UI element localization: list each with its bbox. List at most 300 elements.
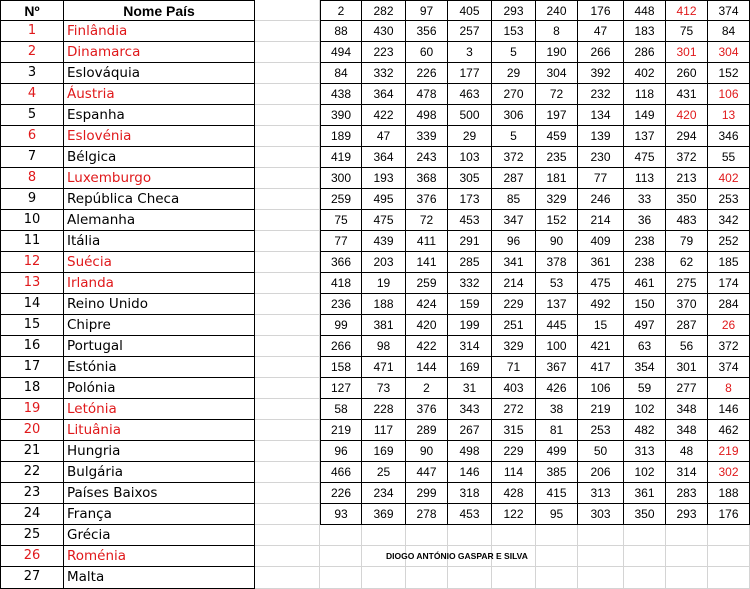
- grid-cell[interactable]: 372: [708, 336, 750, 357]
- grid-cell[interactable]: 251: [492, 315, 536, 336]
- grid-cell[interactable]: 146: [448, 462, 492, 483]
- empty-cell[interactable]: [578, 546, 624, 567]
- grid-cell[interactable]: 304: [536, 63, 578, 84]
- grid-cell[interactable]: 169: [448, 357, 492, 378]
- country-name[interactable]: Alemanha: [64, 210, 255, 231]
- empty-cell[interactable]: [362, 525, 406, 546]
- grid-cell[interactable]: 260: [666, 63, 708, 84]
- grid-cell[interactable]: 492: [578, 294, 624, 315]
- grid-cell[interactable]: 84: [708, 21, 750, 42]
- grid-cell[interactable]: 483: [666, 210, 708, 231]
- grid-cell[interactable]: 372: [666, 147, 708, 168]
- grid-cell[interactable]: 229: [492, 441, 536, 462]
- grid-cell[interactable]: 342: [708, 210, 750, 231]
- grid-cell[interactable]: 275: [666, 273, 708, 294]
- grid-cell[interactable]: 15: [578, 315, 624, 336]
- grid-cell[interactable]: 385: [536, 462, 578, 483]
- empty-cell[interactable]: [255, 525, 320, 546]
- grid-cell[interactable]: 98: [362, 336, 406, 357]
- empty-cell[interactable]: [255, 21, 320, 42]
- country-index[interactable]: 11: [0, 231, 64, 252]
- grid-cell[interactable]: 475: [578, 273, 624, 294]
- grid-cell[interactable]: 29: [492, 63, 536, 84]
- grid-cell[interactable]: 419: [320, 147, 362, 168]
- grid-cell[interactable]: 420: [406, 315, 448, 336]
- grid-cell[interactable]: 354: [624, 357, 666, 378]
- grid-cell[interactable]: 402: [624, 63, 666, 84]
- country-name[interactable]: Bulgária: [64, 462, 255, 483]
- grid-cell[interactable]: 48: [666, 441, 708, 462]
- country-index[interactable]: 14: [0, 294, 64, 315]
- grid-cell[interactable]: 478: [406, 84, 448, 105]
- empty-cell[interactable]: [255, 63, 320, 84]
- country-name[interactable]: Suécia: [64, 252, 255, 273]
- empty-cell[interactable]: [708, 525, 750, 546]
- empty-cell[interactable]: [255, 420, 320, 441]
- country-name[interactable]: Países Baixos: [64, 483, 255, 504]
- grid-cell[interactable]: 213: [666, 168, 708, 189]
- grid-cell[interactable]: 372: [492, 147, 536, 168]
- grid-cell[interactable]: 226: [320, 483, 362, 504]
- grid-cell[interactable]: 141: [406, 252, 448, 273]
- empty-cell[interactable]: [578, 525, 624, 546]
- grid-cell[interactable]: 106: [708, 84, 750, 105]
- country-name[interactable]: Malta: [64, 567, 255, 589]
- country-name[interactable]: Polónia: [64, 378, 255, 399]
- empty-cell[interactable]: [624, 525, 666, 546]
- grid-cell[interactable]: 366: [320, 252, 362, 273]
- empty-cell[interactable]: [492, 567, 536, 589]
- empty-cell[interactable]: [320, 525, 362, 546]
- empty-cell[interactable]: [255, 462, 320, 483]
- grid-cell[interactable]: 289: [406, 420, 448, 441]
- empty-cell[interactable]: [255, 168, 320, 189]
- grid-cell[interactable]: 122: [492, 504, 536, 525]
- grid-cell[interactable]: 439: [362, 231, 406, 252]
- country-index[interactable]: 7: [0, 147, 64, 168]
- country-index[interactable]: 17: [0, 357, 64, 378]
- grid-cell[interactable]: 88: [320, 21, 362, 42]
- country-name[interactable]: Roménia: [64, 546, 255, 567]
- grid-cell[interactable]: 53: [536, 273, 578, 294]
- empty-cell[interactable]: [255, 252, 320, 273]
- empty-cell[interactable]: [255, 147, 320, 168]
- grid-cell[interactable]: 90: [536, 231, 578, 252]
- grid-cell[interactable]: 405: [448, 0, 492, 21]
- empty-cell[interactable]: [255, 336, 320, 357]
- grid-cell[interactable]: 403: [492, 378, 536, 399]
- country-index[interactable]: 2: [0, 42, 64, 63]
- empty-cell[interactable]: [320, 546, 362, 567]
- country-name[interactable]: Itália: [64, 231, 255, 252]
- grid-cell[interactable]: 422: [362, 105, 406, 126]
- country-name[interactable]: França: [64, 504, 255, 525]
- grid-cell[interactable]: 152: [536, 210, 578, 231]
- grid-cell[interactable]: 102: [624, 462, 666, 483]
- empty-cell[interactable]: [255, 126, 320, 147]
- grid-cell[interactable]: 47: [578, 21, 624, 42]
- country-index[interactable]: 4: [0, 84, 64, 105]
- header-index[interactable]: Nº: [0, 0, 64, 21]
- country-name[interactable]: Bélgica: [64, 147, 255, 168]
- empty-cell[interactable]: [536, 567, 578, 589]
- country-index[interactable]: 24: [0, 504, 64, 525]
- empty-cell[interactable]: [255, 483, 320, 504]
- grid-cell[interactable]: 291: [448, 231, 492, 252]
- grid-cell[interactable]: 283: [666, 483, 708, 504]
- grid-cell[interactable]: 277: [666, 378, 708, 399]
- grid-cell[interactable]: 426: [536, 378, 578, 399]
- grid-cell[interactable]: 266: [578, 42, 624, 63]
- grid-cell[interactable]: 287: [492, 168, 536, 189]
- grid-cell[interactable]: 190: [536, 42, 578, 63]
- grid-cell[interactable]: 63: [624, 336, 666, 357]
- grid-cell[interactable]: 33: [624, 189, 666, 210]
- grid-cell[interactable]: 448: [624, 0, 666, 21]
- empty-cell[interactable]: [536, 525, 578, 546]
- grid-cell[interactable]: 272: [492, 399, 536, 420]
- empty-cell[interactable]: [255, 84, 320, 105]
- country-name[interactable]: Finlândia: [64, 21, 255, 42]
- grid-cell[interactable]: 286: [624, 42, 666, 63]
- grid-cell[interactable]: 350: [666, 189, 708, 210]
- country-index[interactable]: 18: [0, 378, 64, 399]
- empty-cell[interactable]: [448, 525, 492, 546]
- grid-cell[interactable]: 38: [536, 399, 578, 420]
- grid-cell[interactable]: 5: [492, 126, 536, 147]
- grid-cell[interactable]: 267: [448, 420, 492, 441]
- grid-cell[interactable]: 447: [406, 462, 448, 483]
- empty-cell[interactable]: [255, 231, 320, 252]
- grid-cell[interactable]: 73: [362, 378, 406, 399]
- grid-cell[interactable]: 356: [406, 21, 448, 42]
- country-index[interactable]: 21: [0, 441, 64, 462]
- grid-cell[interactable]: 302: [708, 462, 750, 483]
- grid-cell[interactable]: 332: [362, 63, 406, 84]
- grid-cell[interactable]: 226: [406, 63, 448, 84]
- grid-cell[interactable]: 475: [362, 210, 406, 231]
- country-name[interactable]: República Checa: [64, 189, 255, 210]
- empty-cell[interactable]: [406, 525, 448, 546]
- grid-cell[interactable]: 332: [448, 273, 492, 294]
- grid-cell[interactable]: 36: [624, 210, 666, 231]
- empty-cell[interactable]: [708, 546, 750, 567]
- country-index[interactable]: 5: [0, 105, 64, 126]
- grid-cell[interactable]: 62: [666, 252, 708, 273]
- empty-cell[interactable]: [255, 210, 320, 231]
- country-index[interactable]: 22: [0, 462, 64, 483]
- grid-cell[interactable]: 438: [320, 84, 362, 105]
- country-index[interactable]: 26: [0, 546, 64, 567]
- grid-cell[interactable]: 96: [320, 441, 362, 462]
- country-name[interactable]: Irlanda: [64, 273, 255, 294]
- country-name[interactable]: Estónia: [64, 357, 255, 378]
- grid-cell[interactable]: 498: [448, 441, 492, 462]
- grid-cell[interactable]: 153: [492, 21, 536, 42]
- empty-cell[interactable]: [255, 105, 320, 126]
- grid-cell[interactable]: 229: [492, 294, 536, 315]
- grid-cell[interactable]: 113: [624, 168, 666, 189]
- empty-cell[interactable]: [362, 567, 406, 589]
- empty-cell[interactable]: [255, 399, 320, 420]
- grid-cell[interactable]: 137: [536, 294, 578, 315]
- empty-cell[interactable]: [255, 567, 320, 589]
- grid-cell[interactable]: 411: [406, 231, 448, 252]
- country-index[interactable]: 27: [0, 567, 64, 589]
- grid-cell[interactable]: 3: [448, 42, 492, 63]
- grid-cell[interactable]: 159: [448, 294, 492, 315]
- empty-cell[interactable]: [255, 357, 320, 378]
- grid-cell[interactable]: 381: [362, 315, 406, 336]
- grid-cell[interactable]: 177: [448, 63, 492, 84]
- grid-cell[interactable]: 106: [578, 378, 624, 399]
- grid-cell[interactable]: 482: [624, 420, 666, 441]
- grid-cell[interactable]: 428: [492, 483, 536, 504]
- country-index[interactable]: 6: [0, 126, 64, 147]
- grid-cell[interactable]: 453: [448, 504, 492, 525]
- grid-cell[interactable]: 214: [492, 273, 536, 294]
- empty-cell[interactable]: [708, 567, 750, 589]
- country-name[interactable]: Eslovénia: [64, 126, 255, 147]
- grid-cell[interactable]: 29: [448, 126, 492, 147]
- grid-cell[interactable]: 318: [448, 483, 492, 504]
- grid-cell[interactable]: 415: [536, 483, 578, 504]
- grid-cell[interactable]: 418: [320, 273, 362, 294]
- country-index[interactable]: 16: [0, 336, 64, 357]
- grid-cell[interactable]: 475: [624, 147, 666, 168]
- grid-cell[interactable]: 169: [362, 441, 406, 462]
- grid-cell[interactable]: 219: [320, 420, 362, 441]
- grid-cell[interactable]: 259: [320, 189, 362, 210]
- country-name[interactable]: Luxemburgo: [64, 168, 255, 189]
- grid-cell[interactable]: 329: [492, 336, 536, 357]
- grid-cell[interactable]: 445: [536, 315, 578, 336]
- grid-cell[interactable]: 228: [362, 399, 406, 420]
- grid-cell[interactable]: 232: [578, 84, 624, 105]
- grid-cell[interactable]: 84: [320, 63, 362, 84]
- grid-cell[interactable]: 173: [448, 189, 492, 210]
- grid-cell[interactable]: 25: [362, 462, 406, 483]
- grid-cell[interactable]: 390: [320, 105, 362, 126]
- grid-cell[interactable]: 158: [320, 357, 362, 378]
- grid-cell[interactable]: 282: [362, 0, 406, 21]
- grid-cell[interactable]: 236: [320, 294, 362, 315]
- empty-cell[interactable]: [255, 441, 320, 462]
- grid-cell[interactable]: 75: [320, 210, 362, 231]
- grid-cell[interactable]: 174: [708, 273, 750, 294]
- country-name[interactable]: Dinamarca: [64, 42, 255, 63]
- grid-cell[interactable]: 459: [536, 126, 578, 147]
- grid-cell[interactable]: 189: [320, 126, 362, 147]
- grid-cell[interactable]: 284: [708, 294, 750, 315]
- empty-cell[interactable]: [255, 378, 320, 399]
- empty-cell[interactable]: [255, 273, 320, 294]
- grid-cell[interactable]: 412: [666, 0, 708, 21]
- grid-cell[interactable]: 235: [536, 147, 578, 168]
- empty-cell[interactable]: [536, 546, 578, 567]
- grid-cell[interactable]: 2: [406, 378, 448, 399]
- country-index[interactable]: 9: [0, 189, 64, 210]
- grid-cell[interactable]: 498: [406, 105, 448, 126]
- grid-cell[interactable]: 463: [448, 84, 492, 105]
- grid-cell[interactable]: 176: [708, 504, 750, 525]
- country-index[interactable]: 1: [0, 21, 64, 42]
- grid-cell[interactable]: 499: [536, 441, 578, 462]
- grid-cell[interactable]: 103: [448, 147, 492, 168]
- grid-cell[interactable]: 100: [536, 336, 578, 357]
- grid-cell[interactable]: 497: [624, 315, 666, 336]
- empty-cell[interactable]: [255, 294, 320, 315]
- empty-cell[interactable]: [255, 504, 320, 525]
- grid-cell[interactable]: 97: [406, 0, 448, 21]
- grid-cell[interactable]: 253: [708, 189, 750, 210]
- grid-cell[interactable]: 253: [578, 420, 624, 441]
- grid-cell[interactable]: 199: [448, 315, 492, 336]
- country-name[interactable]: Eslováquia: [64, 63, 255, 84]
- grid-cell[interactable]: 313: [624, 441, 666, 462]
- grid-cell[interactable]: 234: [362, 483, 406, 504]
- empty-cell[interactable]: [624, 546, 666, 567]
- grid-cell[interactable]: 303: [578, 504, 624, 525]
- empty-cell[interactable]: [406, 567, 448, 589]
- grid-cell[interactable]: 238: [624, 231, 666, 252]
- grid-cell[interactable]: 181: [536, 168, 578, 189]
- grid-cell[interactable]: 329: [536, 189, 578, 210]
- empty-cell[interactable]: [578, 567, 624, 589]
- grid-cell[interactable]: 348: [666, 420, 708, 441]
- grid-cell[interactable]: 47: [362, 126, 406, 147]
- country-index[interactable]: 8: [0, 168, 64, 189]
- country-index[interactable]: 19: [0, 399, 64, 420]
- empty-cell[interactable]: [255, 189, 320, 210]
- grid-cell[interactable]: 392: [578, 63, 624, 84]
- grid-cell[interactable]: 114: [492, 462, 536, 483]
- grid-cell[interactable]: 19: [362, 273, 406, 294]
- grid-cell[interactable]: 364: [362, 84, 406, 105]
- grid-cell[interactable]: 313: [578, 483, 624, 504]
- grid-cell[interactable]: 102: [624, 399, 666, 420]
- grid-cell[interactable]: 72: [536, 84, 578, 105]
- grid-cell[interactable]: 305: [448, 168, 492, 189]
- grid-cell[interactable]: 77: [578, 168, 624, 189]
- empty-cell[interactable]: [448, 567, 492, 589]
- country-index[interactable]: 3: [0, 63, 64, 84]
- empty-cell[interactable]: [666, 546, 708, 567]
- grid-cell[interactable]: 495: [362, 189, 406, 210]
- country-index[interactable]: 20: [0, 420, 64, 441]
- grid-cell[interactable]: 299: [406, 483, 448, 504]
- grid-cell[interactable]: 287: [666, 315, 708, 336]
- grid-cell[interactable]: 176: [578, 0, 624, 21]
- empty-cell[interactable]: [255, 0, 320, 21]
- empty-cell[interactable]: [666, 567, 708, 589]
- grid-cell[interactable]: 431: [666, 84, 708, 105]
- grid-cell[interactable]: 60: [406, 42, 448, 63]
- grid-cell[interactable]: 139: [578, 126, 624, 147]
- grid-cell[interactable]: 72: [406, 210, 448, 231]
- grid-cell[interactable]: 55: [708, 147, 750, 168]
- country-index[interactable]: 13: [0, 273, 64, 294]
- grid-cell[interactable]: 146: [708, 399, 750, 420]
- grid-cell[interactable]: 376: [406, 399, 448, 420]
- grid-cell[interactable]: 214: [578, 210, 624, 231]
- empty-cell[interactable]: [624, 567, 666, 589]
- grid-cell[interactable]: 188: [708, 483, 750, 504]
- grid-cell[interactable]: 346: [708, 126, 750, 147]
- grid-cell[interactable]: 424: [406, 294, 448, 315]
- grid-cell[interactable]: 58: [320, 399, 362, 420]
- grid-cell[interactable]: 306: [492, 105, 536, 126]
- grid-cell[interactable]: 361: [624, 483, 666, 504]
- grid-cell[interactable]: 402: [708, 168, 750, 189]
- grid-cell[interactable]: 127: [320, 378, 362, 399]
- grid-cell[interactable]: 93: [320, 504, 362, 525]
- grid-cell[interactable]: 134: [578, 105, 624, 126]
- grid-cell[interactable]: 13: [708, 105, 750, 126]
- grid-cell[interactable]: 341: [492, 252, 536, 273]
- grid-cell[interactable]: 314: [666, 462, 708, 483]
- grid-cell[interactable]: 243: [406, 147, 448, 168]
- grid-cell[interactable]: 118: [624, 84, 666, 105]
- grid-cell[interactable]: 461: [624, 273, 666, 294]
- grid-cell[interactable]: 430: [362, 21, 406, 42]
- grid-cell[interactable]: 31: [448, 378, 492, 399]
- grid-cell[interactable]: 2: [320, 0, 362, 21]
- grid-cell[interactable]: 367: [536, 357, 578, 378]
- grid-cell[interactable]: 368: [406, 168, 448, 189]
- grid-cell[interactable]: 137: [624, 126, 666, 147]
- grid-cell[interactable]: 230: [578, 147, 624, 168]
- country-index[interactable]: 23: [0, 483, 64, 504]
- grid-cell[interactable]: 266: [320, 336, 362, 357]
- grid-cell[interactable]: 314: [448, 336, 492, 357]
- grid-cell[interactable]: 422: [406, 336, 448, 357]
- empty-cell[interactable]: [255, 546, 320, 567]
- country-index[interactable]: 25: [0, 525, 64, 546]
- empty-cell[interactable]: [492, 525, 536, 546]
- grid-cell[interactable]: 421: [578, 336, 624, 357]
- grid-cell[interactable]: 259: [406, 273, 448, 294]
- grid-cell[interactable]: 185: [708, 252, 750, 273]
- grid-cell[interactable]: 79: [666, 231, 708, 252]
- grid-cell[interactable]: 240: [536, 0, 578, 21]
- country-name[interactable]: Grécia: [64, 525, 255, 546]
- grid-cell[interactable]: 219: [578, 399, 624, 420]
- grid-cell[interactable]: 238: [624, 252, 666, 273]
- grid-cell[interactable]: 300: [320, 168, 362, 189]
- grid-cell[interactable]: 361: [578, 252, 624, 273]
- grid-cell[interactable]: 285: [448, 252, 492, 273]
- grid-cell[interactable]: 369: [362, 504, 406, 525]
- grid-cell[interactable]: 304: [708, 42, 750, 63]
- country-name[interactable]: Áustria: [64, 84, 255, 105]
- header-country[interactable]: Nome País: [64, 0, 255, 21]
- grid-cell[interactable]: 26: [708, 315, 750, 336]
- grid-cell[interactable]: 183: [624, 21, 666, 42]
- empty-cell[interactable]: [666, 525, 708, 546]
- country-name[interactable]: Reino Unido: [64, 294, 255, 315]
- grid-cell[interactable]: 364: [362, 147, 406, 168]
- grid-cell[interactable]: 315: [492, 420, 536, 441]
- grid-cell[interactable]: 374: [708, 0, 750, 21]
- grid-cell[interactable]: 409: [578, 231, 624, 252]
- grid-cell[interactable]: 150: [624, 294, 666, 315]
- grid-cell[interactable]: 294: [666, 126, 708, 147]
- grid-cell[interactable]: 96: [492, 231, 536, 252]
- country-name[interactable]: Lituânia: [64, 420, 255, 441]
- grid-cell[interactable]: 376: [406, 189, 448, 210]
- grid-cell[interactable]: 374: [708, 357, 750, 378]
